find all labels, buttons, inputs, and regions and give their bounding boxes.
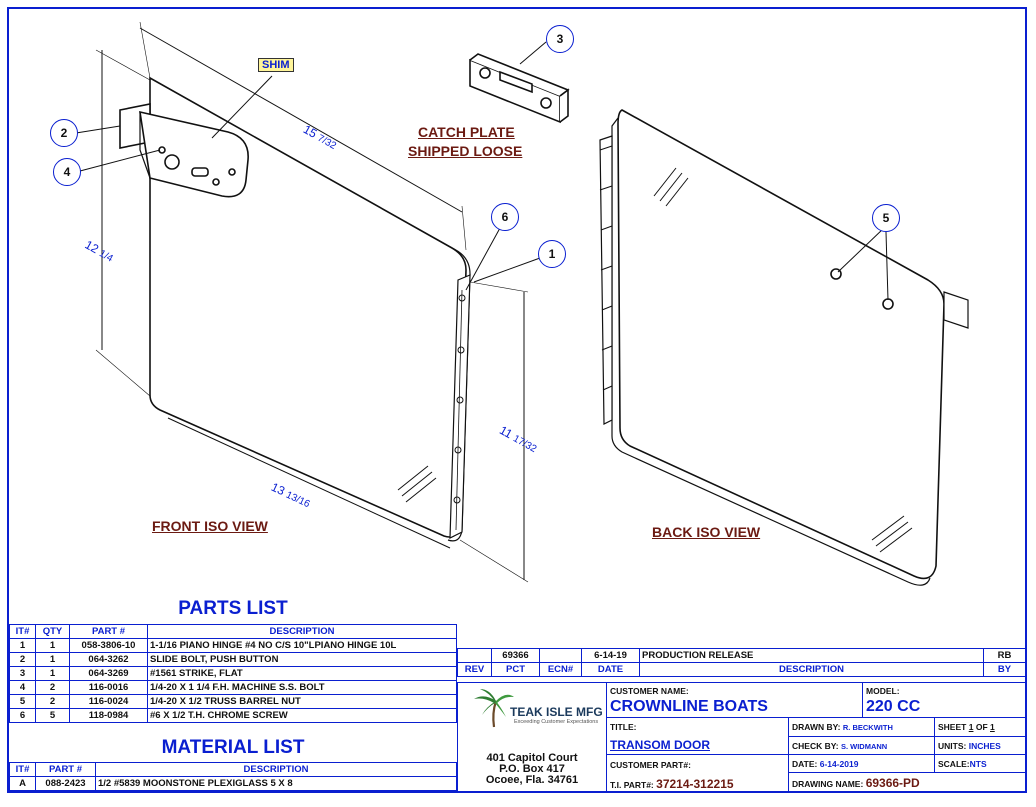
cell: #1561 STRIKE, FLAT: [148, 667, 457, 681]
balloon-3: 3: [546, 25, 574, 53]
title-cell: [606, 718, 788, 755]
cell: 1: [36, 667, 70, 681]
table-row: [10, 709, 457, 723]
header-cell: DESCRIPTION: [148, 625, 457, 639]
drawing-name: DRAWING NAME: 69366-PD: [792, 776, 920, 790]
cell: 3: [10, 667, 36, 681]
cell: 2: [36, 681, 70, 695]
drawn-by: DRAWN BY: R. BECKWITH: [792, 722, 893, 732]
cell: 2: [36, 695, 70, 709]
title-block: [457, 682, 1026, 792]
customer-name-label: CUSTOMER NAME:: [610, 686, 689, 696]
material-list-title: MATERIAL LIST: [161, 737, 305, 758]
date: DATE: 6-14-2019: [792, 759, 859, 769]
balloon-2: 2: [50, 119, 78, 147]
cell: RB: [984, 649, 1026, 663]
table-row: [10, 667, 457, 681]
drawing-name-cell: [788, 773, 1027, 793]
cell: 116-0024: [70, 695, 148, 709]
dim-top: 15 7/32: [300, 122, 338, 152]
model-cell: [862, 683, 1027, 718]
sheet-cell: [934, 718, 1027, 737]
title-value: TRANSOM DOOR: [610, 738, 710, 752]
table-row: [10, 681, 457, 695]
cell: PRODUCTION RELEASE: [640, 649, 984, 663]
front-iso-view-label: FRONT ISO VIEW: [152, 518, 268, 534]
cell: 1: [36, 653, 70, 667]
header-cell: PART #: [70, 625, 148, 639]
check-by-cell: [788, 737, 934, 755]
cell: 058-3806-10: [70, 639, 148, 653]
header-cell: PART #: [36, 763, 96, 777]
company-tagline: Exceeding Customer Expectations: [514, 719, 599, 725]
dim-right: 11 17/32: [497, 422, 539, 456]
cell: [540, 649, 582, 663]
drawn-by-cell: [788, 718, 934, 737]
shim-label: SHIM: [258, 58, 294, 72]
ti-part-label: T.I. PART#: 37214-312215: [610, 777, 734, 791]
table-row: [10, 777, 457, 791]
header-cell: IT#: [10, 625, 36, 639]
catch-plate-label: CATCH PLATE: [418, 124, 515, 140]
cell: 1: [36, 639, 70, 653]
balloon-5: 5: [872, 204, 900, 232]
dim-left: 12 1/4: [82, 237, 115, 265]
header-cell: BY: [984, 663, 1026, 677]
revision-table: [457, 648, 1026, 677]
cell: 1/4-20 X 1 1/4 F.H. MACHINE S.S. BOLT: [148, 681, 457, 695]
title-label: TITLE:: [610, 722, 637, 732]
header-cell: IT#: [10, 763, 36, 777]
model-label: MODEL:: [866, 686, 900, 696]
dim-bottom: 13 13/16: [268, 479, 312, 511]
parts-list-title: PARTS LIST: [178, 598, 288, 619]
parts-list-header: [10, 625, 457, 639]
scale: SCALE:NTS: [938, 759, 987, 769]
address-line-1: 401 Capitol Court: [486, 752, 578, 764]
cell: 118-0984: [70, 709, 148, 723]
company-address: [458, 753, 606, 786]
cell: 1/2 #5839 MOONSTONE PLEXIGLASS 5 X 8: [96, 777, 457, 791]
scale-cell: [934, 755, 1027, 773]
units: UNITS: INCHES: [938, 741, 1001, 751]
parts-list-table: [9, 624, 457, 723]
material-list-header: [10, 763, 457, 777]
units-cell: [934, 737, 1027, 755]
cell: 5: [10, 695, 36, 709]
header-cell: DESCRIPTION: [96, 763, 457, 777]
cell: 1/4-20 X 1/2 TRUSS BARREL NUT: [148, 695, 457, 709]
cell: 6-14-19: [582, 649, 640, 663]
table-row: [10, 653, 457, 667]
catch-plate-drawing: [470, 54, 568, 122]
cell: 064-3269: [70, 667, 148, 681]
customer-name-value: CROWNLINE BOATS: [610, 698, 768, 715]
header-cell: PCT: [492, 663, 540, 677]
company-logo: [458, 683, 606, 753]
header-cell: DATE: [582, 663, 640, 677]
balloon-6: 6: [491, 203, 519, 231]
date-cell: [788, 755, 934, 773]
revision-row: [458, 649, 1026, 663]
address-line-2: P.O. Box 417: [499, 763, 565, 775]
cell: 2: [10, 653, 36, 667]
cell: 088-2423: [36, 777, 96, 791]
back-iso-view-label: BACK ISO VIEW: [652, 524, 761, 540]
header-cell: ECN#: [540, 663, 582, 677]
table-row: [10, 695, 457, 709]
cell: #6 X 1/2 T.H. CHROME SCREW: [148, 709, 457, 723]
customer-part-label: CUSTOMER PART#:: [610, 760, 691, 770]
address-line-3: Ocoee, Fla. 34761: [485, 774, 579, 786]
cell: 5: [36, 709, 70, 723]
customer-part-cell: [606, 755, 788, 793]
cell: 6: [10, 709, 36, 723]
check-by: CHECK BY: S. WIDMANN: [792, 741, 888, 751]
balloon-1: 1: [538, 240, 566, 268]
model-value: 220 CC: [866, 698, 921, 715]
cell: 1: [10, 639, 36, 653]
header-cell: QTY: [36, 625, 70, 639]
cell: SLIDE BOLT, PUSH BUTTON: [148, 653, 457, 667]
balloon-4: 4: [53, 158, 81, 186]
cell: 69366: [492, 649, 540, 663]
sheet-number: SHEET 1 OF 1: [938, 722, 995, 732]
shipped-loose-label: SHIPPED LOOSE: [408, 143, 523, 159]
customer-name-cell: [606, 683, 862, 718]
header-cell: DESCRIPTION: [640, 663, 984, 677]
table-row: [10, 639, 457, 653]
company-name: TEAK ISLE MFG: [510, 705, 603, 719]
cell: 1-1/16 PIANO HINGE #4 NO C/S 10"LPIANO HINGE 10L: [148, 639, 457, 653]
cell: 4: [10, 681, 36, 695]
revision-header: [458, 663, 1026, 677]
cell: A: [10, 777, 36, 791]
header-cell: REV: [458, 663, 492, 677]
cell: 064-3262: [70, 653, 148, 667]
material-list-table: [9, 762, 457, 791]
cell: [458, 649, 492, 663]
cell: 116-0016: [70, 681, 148, 695]
back-iso-drawing: [600, 110, 968, 585]
